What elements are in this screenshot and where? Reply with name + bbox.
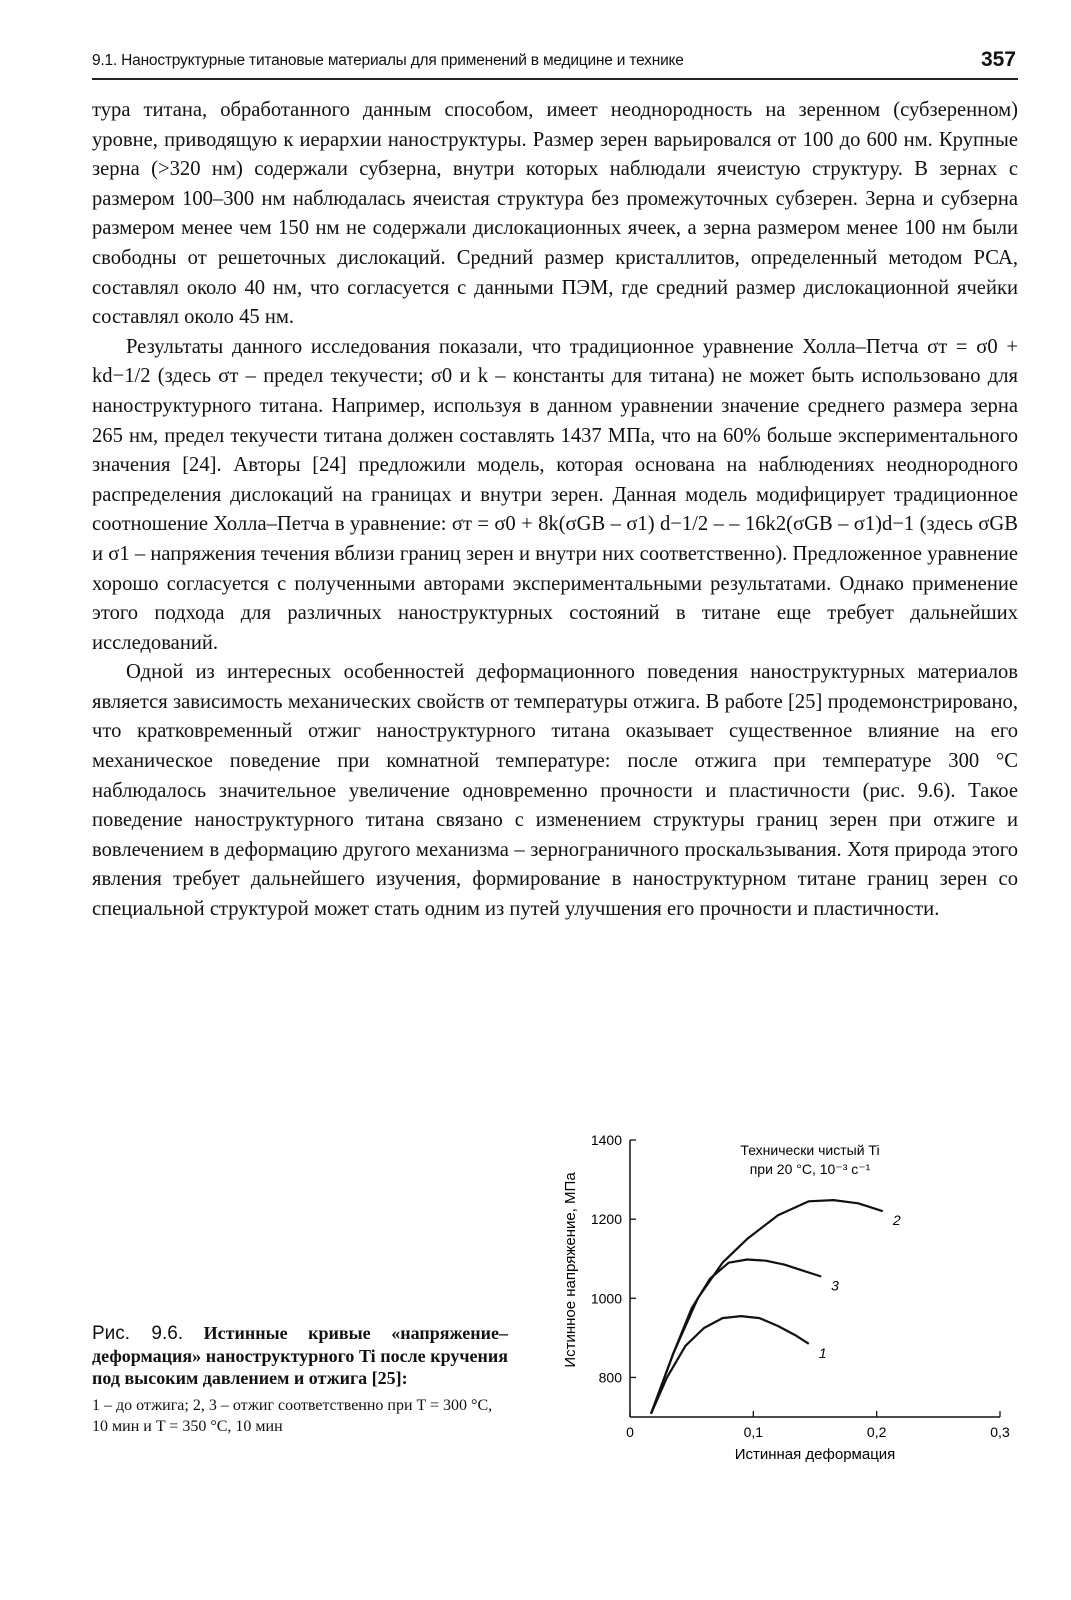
curve-label-3: 3	[831, 1277, 839, 1294]
curve-label-1: 1	[818, 1344, 827, 1361]
y-axis-label: Истинное напряжение, МПа	[562, 1172, 579, 1368]
y-tick-label: 800	[598, 1369, 622, 1386]
y-tick-label: 1400	[590, 1132, 622, 1148]
caption-label: Рис. 9.6.	[92, 1323, 184, 1344]
x-axis-label: Истинная деформация	[734, 1446, 896, 1463]
x-tick-label: 0,1	[743, 1424, 764, 1440]
chart-axes	[630, 1140, 1000, 1417]
paragraph-1: тура титана, обработанного данным способом, имеет неоднородность на зеренном (субзеренном) уровне, приводящую к иерархии наноструктуры. Размер зерен варьировался от 100 до 600 нм. Крупные зерна (>320 нм) содержали субзерна, внутри которых наблюдали ячеистую структуру. В зернах с размером 100–300 нм наблюдалась ячеистая структура без промежуточных субзерен. Зерна и субзерна размером менее чем 150 нм не содержали дислокационных ячеек, а зерна размером менее 100 нм были свободны от решеточных дислокаций. Средний размер кристаллитов, определенный методом РСА, составлял около 40 нм, что согласуется с данными ПЭМ, где средний размер дислокационной ячейки составлял около 45 нм.	[92, 99, 1018, 329]
y-tick-label: 1200	[590, 1211, 622, 1228]
x-tick-label: 0,2	[866, 1424, 887, 1440]
caption-heading	[92, 1322, 508, 1389]
running-header	[92, 48, 1018, 80]
paragraph-3: Одной из интересных особенностей деформационного поведения наноструктурных материалов является зависимость механических свойств от температуры отжига. В работе [25] продемонстрировано, что кратковременный отжиг наноструктурного титана оказывает существенное влияние на его механическое поведение при комнатной температуре: после отжига при температуре 300 °С наблюдалось значительное увеличение одновременно прочности и пластичности (рис. 9.6). Такое поведение наноструктурного титана связано с изменением структуры границ зерен при отжиге и вовлечением в деформацию другого механизма – зернограничного проскальзывания. Хотя природа этого явления требует дальнейшего изучения, формирование в наноструктурном титане границ зерен со специальной структурой может стать одним из путей улучшения его прочности и пластичности.	[92, 661, 1018, 921]
caption-title: Истинные кривые «напряжение–деформация» наноструктурного Ti после кручения под высоким давлением и отжига [25]:	[92, 1323, 508, 1388]
y-tick-label: 1000	[590, 1290, 622, 1307]
running-head: 9.1. Наноструктурные титановые материалы для применений в медицине и технике	[92, 52, 684, 69]
figure-caption	[92, 1322, 508, 1437]
body-text	[92, 96, 1018, 925]
chart-ticks	[591, 1132, 1010, 1440]
caption-legend: 1 – до отжига; 2, 3 – отжиг соответственно при T = 300 °С, 10 мин и T = 350 °С, 10 мин	[92, 1397, 493, 1435]
stress-strain-chart	[555, 1125, 1025, 1470]
x-tick-label: 0	[626, 1424, 634, 1440]
chart-title-line1: Технически чистый Ti	[740, 1142, 880, 1158]
curve-label-2: 2	[892, 1212, 901, 1229]
x-tick-label: 0,3	[990, 1424, 1010, 1440]
curve-2	[651, 1200, 883, 1414]
curve-1	[651, 1316, 809, 1414]
chart-title-line2: при 20 °С, 10⁻³ с⁻¹	[749, 1161, 871, 1177]
page-number: 357	[980, 48, 1016, 71]
chart-curves	[651, 1200, 901, 1414]
paragraph-2: Результаты данного исследования показали, что традиционное уравнение Холла–Петча σт = σ0 + kd−1/2 (здесь σт – предел текучести; σ0 и k – константы для титана) не может быть использовано для наноструктурного титана. Например, используя в данном уравнении значение среднего размера зерна 265 нм, предел текучести титана должен составлять 1437 МПа, что на 60% больше экспериментального значения [24]. Авторы [24] предложили модель, которая основана на наблюдениях неоднородного распределения дислокаций на границах и внутри зерен. Данная модель модифицирует традиционное соотношение Холла–Петча в уравнение: σт = σ0 + 8k(σGB – σ1) d−1/2 – – 16k2(σGB – σ1)d−1 (здесь σGB и σ1 – напряжения течения вблизи границ зерен и внутри них соответственно). Предложенное уравнение хорошо согласуется с полученными авторами экспериментальными результатами. Однако применение этого подхода для различных наноструктурных состояний в титане еще требует дальнейших исследований.	[92, 335, 1018, 654]
